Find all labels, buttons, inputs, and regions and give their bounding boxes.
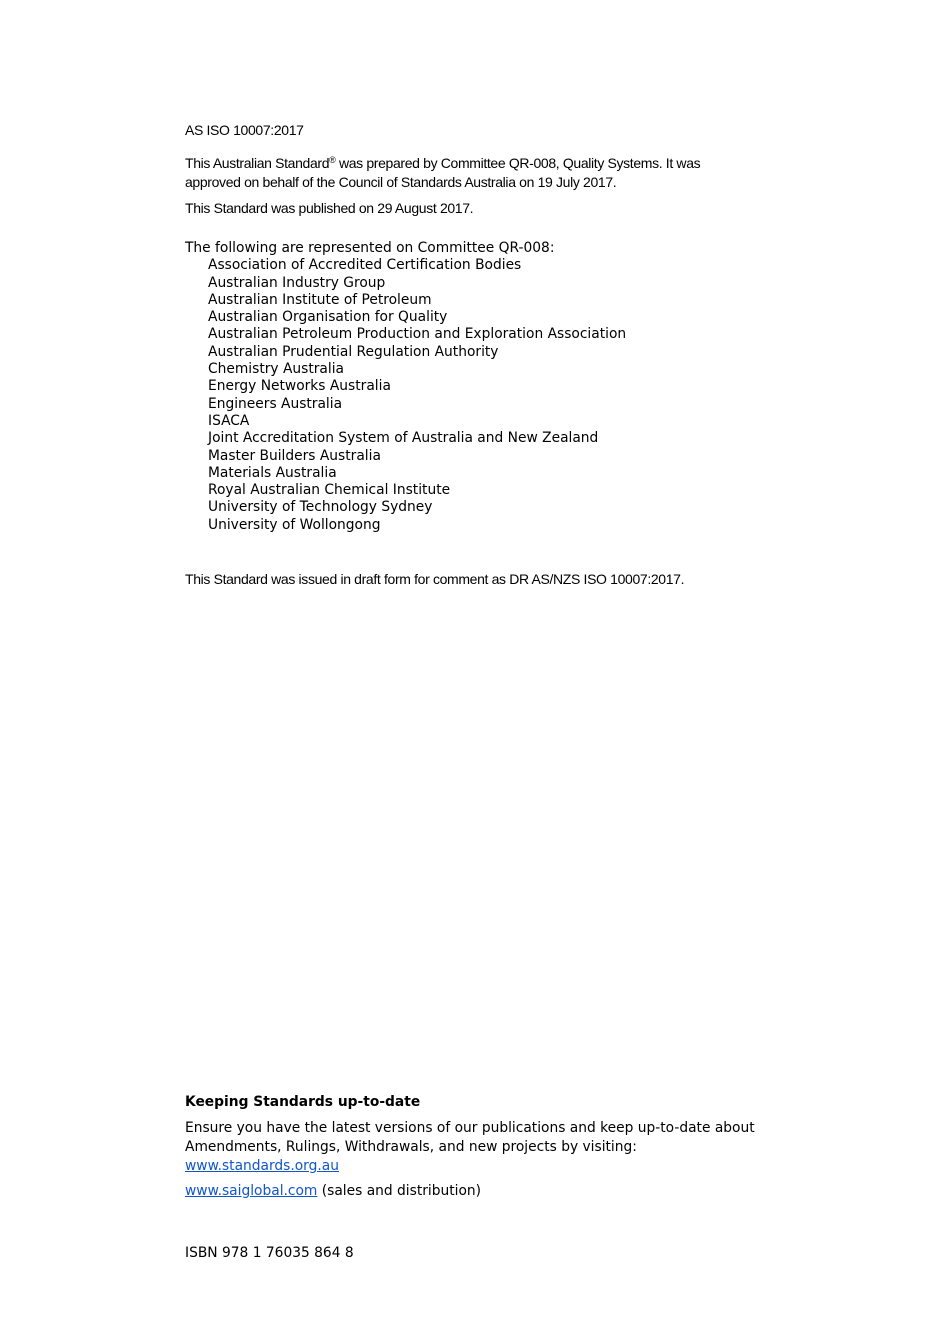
committee-member-item: Joint Accreditation System of Australia and New Zealand [208, 430, 599, 447]
committee-section [185, 240, 626, 534]
committee-member-item: Australian Industry Group [208, 274, 386, 291]
saiglobal-link-line [185, 1182, 755, 1201]
draft-note: This Standard was issued in draft form for comment as DR AS/NZS ISO 10007:2017. [185, 571, 685, 587]
standards-website-link[interactable]: www.standards.org.au [185, 1158, 339, 1174]
committee-member-item: Engineers Australia [208, 395, 343, 412]
committee-heading: The following are represented on Committee QR-008: [185, 240, 555, 256]
committee-member-item: University of Wollongong [208, 516, 381, 533]
preparation-line-1 [185, 154, 700, 173]
preparation-line-1-end: was prepared by Committee QR-008, Quality Systems. It was [335, 155, 701, 171]
isbn-number: ISBN 978 1 76035 864 8 [185, 1245, 354, 1261]
keeping-heading: Keeping Standards up-to-date [185, 1094, 421, 1110]
standards-link-line [185, 1157, 755, 1176]
committee-member-item: Australian Organisation for Quality [208, 309, 448, 326]
committee-member-item: Association of Accredited Certification Bodies [208, 257, 522, 274]
committee-member-item: Master Builders Australia [208, 447, 381, 464]
preparation-statement [185, 154, 700, 192]
committee-member-item: Australian Petroleum Production and Exploration Association [208, 326, 627, 343]
saiglobal-website-link[interactable]: www.saiglobal.com [185, 1183, 318, 1199]
keeping-text-line-1: Ensure you have the latest versions of our publications and keep up-to-date about [185, 1120, 755, 1136]
committee-member-item: University of Technology Sydney [208, 499, 433, 516]
committee-member-item: Royal Australian Chemical Institute [208, 482, 451, 499]
committee-member-list [185, 257, 626, 534]
committee-member-item: Energy Networks Australia [208, 378, 391, 395]
preparation-line-2: approved on behalf of the Council of Standards Australia on 19 July 2017. [185, 174, 617, 190]
committee-member-item: Australian Prudential Regulation Authority [208, 343, 499, 360]
committee-member-item: Materials Australia [208, 464, 337, 481]
keeping-up-to-date-section [185, 1093, 755, 1201]
committee-member-item: Australian Institute of Petroleum [208, 291, 432, 308]
committee-member-item: Chemistry Australia [208, 361, 344, 378]
keeping-text-line-2: Amendments, Rulings, Withdrawals, and new projects by visiting: [185, 1139, 637, 1155]
published-statement: This Standard was published on 29 August 2017. [185, 200, 474, 216]
standard-code: AS ISO 10007:2017 [185, 122, 304, 138]
saiglobal-link-suffix: (sales and distribution) [317, 1183, 482, 1199]
committee-member-item: ISACA [208, 412, 250, 429]
preparation-line-1-start: This Australian Standard [185, 155, 330, 171]
registered-trademark-mark: ® [329, 155, 336, 165]
